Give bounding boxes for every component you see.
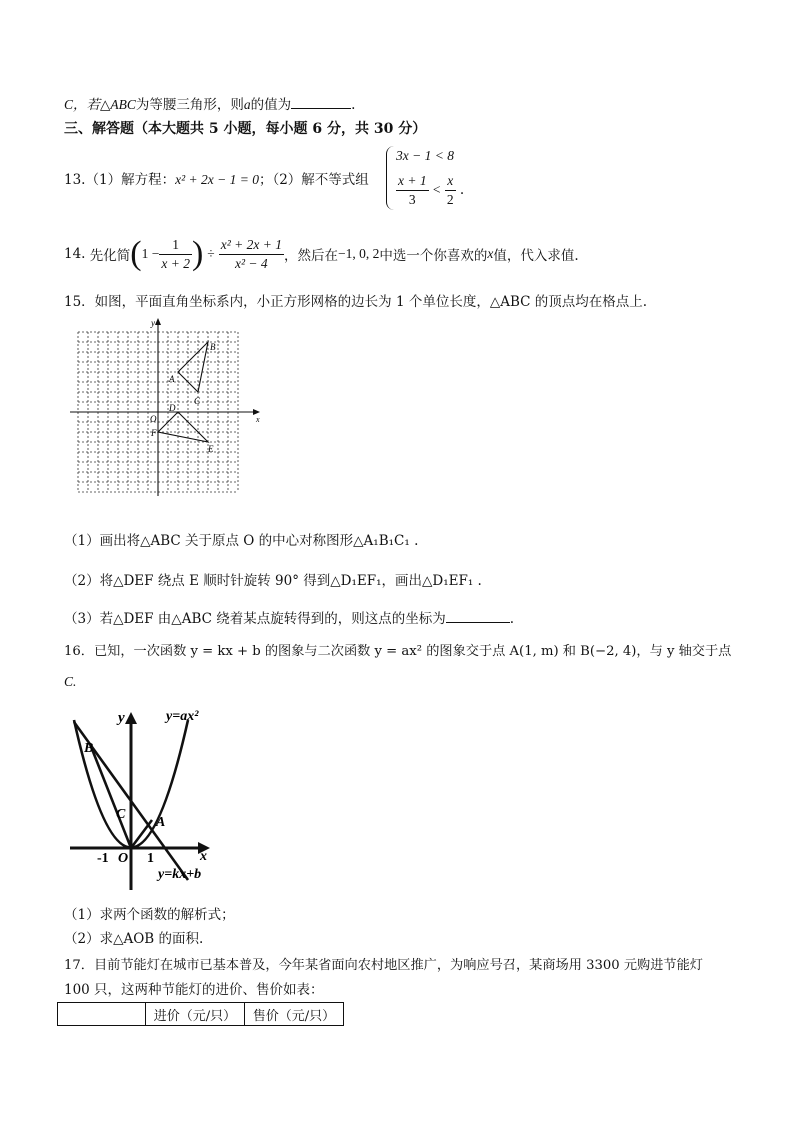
q14-f1-num: 1 — [159, 236, 192, 255]
q14-f2-den: x² − 4 — [235, 255, 268, 271]
q15-sub2: （2）将△DEF 绕点 E 顺时针旋转 90° 得到△D₁EF₁，画出△D₁EF₁ . — [64, 573, 482, 589]
question-15-stem: 15．如图，平面直角坐标系内，小正方形网格的边长为 1 个单位长度，△ABC 的顶点均在格点上. — [64, 294, 648, 310]
question-17-line-2: 100 只，这两种节能灯的进价、售价如表： — [64, 982, 324, 998]
q15-sub3-text: （3）若△DEF 由△ABC 绕着某点旋转得到的，则这点的坐标为 — [64, 611, 446, 627]
q14-tail-a: ，然后在 — [283, 248, 338, 264]
question-13 — [64, 168, 369, 188]
q13-fraction-left — [396, 172, 429, 209]
q14-tail-c: 值，代入求值. — [493, 248, 579, 264]
q16-sub2: （2）求△AOB 的面积. — [64, 931, 204, 947]
q14-one-minus: 1 − — [141, 246, 160, 261]
q14-number: 14. — [64, 246, 86, 262]
q14-var: x — [487, 246, 494, 261]
q15-sub3 — [64, 607, 514, 627]
q13-part2: ；（2）解不等式组 — [258, 172, 369, 188]
q16-function-graph-figure — [64, 700, 224, 894]
q15-label-A: A — [169, 374, 175, 384]
q16-label-parabola: y=ax² — [166, 709, 199, 724]
q14-tail-b: 中选一个你喜欢的 — [379, 248, 488, 264]
q15-coordinate-grid-figure — [66, 316, 266, 498]
q16-tick-neg1: -1 — [97, 851, 109, 866]
q16-label-x: x — [200, 849, 207, 864]
q14-f1-den: x + 2 — [161, 255, 190, 271]
q16-label-O: O — [118, 851, 129, 866]
q13-inequality-2 — [396, 172, 464, 209]
q14-open-paren: ( — [130, 235, 142, 272]
q15-label-E: E — [208, 444, 214, 454]
q16-label-C: C — [116, 807, 126, 822]
q15-label-y: y — [151, 318, 155, 328]
top-line-triangle: △ABC — [100, 97, 136, 112]
q15-sub3-end: . — [509, 611, 515, 627]
q13-inequality-1: 3x − 1 < 8 — [396, 148, 454, 163]
q16-sub1: （1）求两个函数的解析式； — [64, 907, 235, 923]
question-14 — [64, 234, 579, 274]
q14-set: −1, 0, 2 — [337, 246, 380, 261]
question-16-line-1: 16．已知，一次函数 y = kx + b 的图象与二次函数 y = ax² 的图象交于点 A(1, m) 和 B(−2, 4)，与 y 轴交于点 — [64, 644, 732, 659]
q15-label-B: B — [210, 342, 216, 352]
q13-equation: x² + 2x − 1 = 0 — [175, 172, 259, 187]
top-line-end: . — [351, 97, 356, 113]
q15-label-F: F — [151, 428, 157, 438]
answer-blank[interactable] — [291, 95, 351, 109]
q16-label-B: B — [84, 741, 94, 756]
price-table — [57, 1002, 344, 1026]
q14-fraction-1 — [159, 236, 192, 273]
q16-y-axis-arrow — [125, 712, 137, 724]
top-line-tail: 的值为 — [250, 97, 292, 113]
q16-label-line: y=kx+b — [158, 867, 202, 882]
q15-label-x: x — [256, 415, 260, 424]
q16-tick-1: 1 — [147, 851, 154, 866]
question-16-line-2: C. — [64, 674, 77, 689]
q14-lead: 先化简 — [89, 248, 131, 264]
q15-sub1: （1）画出将△ABC 关于原点 O 的中心对称图形△A₁B₁C₁ . — [64, 533, 419, 549]
q15-y-axis-arrow — [155, 318, 161, 325]
question-17-line-1: 17．目前节能灯在城市已基本普及，今年某省面向农村地区推广，为响应号召，某商场用 3300 元购进节能灯 — [64, 958, 703, 973]
q13-system-brace — [386, 146, 395, 210]
table-header-cell: 进价（元/只） — [146, 1003, 245, 1026]
q13-frac1-den: 3 — [408, 192, 416, 207]
q13-end: . — [459, 182, 465, 198]
section-heading: 三、解答题（本大题共 5 小题，每小题 6 分，共 30 分） — [64, 121, 427, 137]
q13-frac2-num: x — [445, 172, 456, 191]
q16-label-y: y — [118, 710, 125, 726]
q16-label-A: A — [156, 815, 166, 830]
table-header-cell: 售价（元/只） — [245, 1003, 344, 1026]
q14-fraction-2 — [219, 236, 284, 273]
q13-less-than: < — [432, 182, 441, 197]
q13-number: 13. — [64, 172, 86, 188]
top-line-middle: 为等腰三角形，则 — [135, 97, 244, 113]
q13-frac2-den: 2 — [446, 192, 454, 207]
top-line-var: a — [243, 97, 251, 112]
q15-label-C: C — [194, 396, 201, 406]
q13-part1: （1）解方程： — [85, 172, 176, 188]
q14-close-paren: ) — [191, 235, 204, 272]
table-header-cell — [58, 1003, 146, 1026]
top-line — [64, 93, 355, 113]
q14-divide: ÷ — [207, 246, 215, 261]
q14-f2-num: x² + 2x + 1 — [219, 236, 284, 255]
q13-frac1-num: x + 1 — [396, 172, 429, 191]
triangle-abc — [178, 342, 208, 392]
triangle-def — [158, 412, 208, 442]
q15-label-O: O — [150, 414, 157, 424]
top-line-lead: C，若 — [64, 97, 101, 112]
q15-answer-blank[interactable] — [446, 609, 510, 623]
q15-label-D: D — [169, 403, 176, 413]
q13-fraction-right — [445, 172, 456, 209]
table-row — [58, 1003, 344, 1026]
